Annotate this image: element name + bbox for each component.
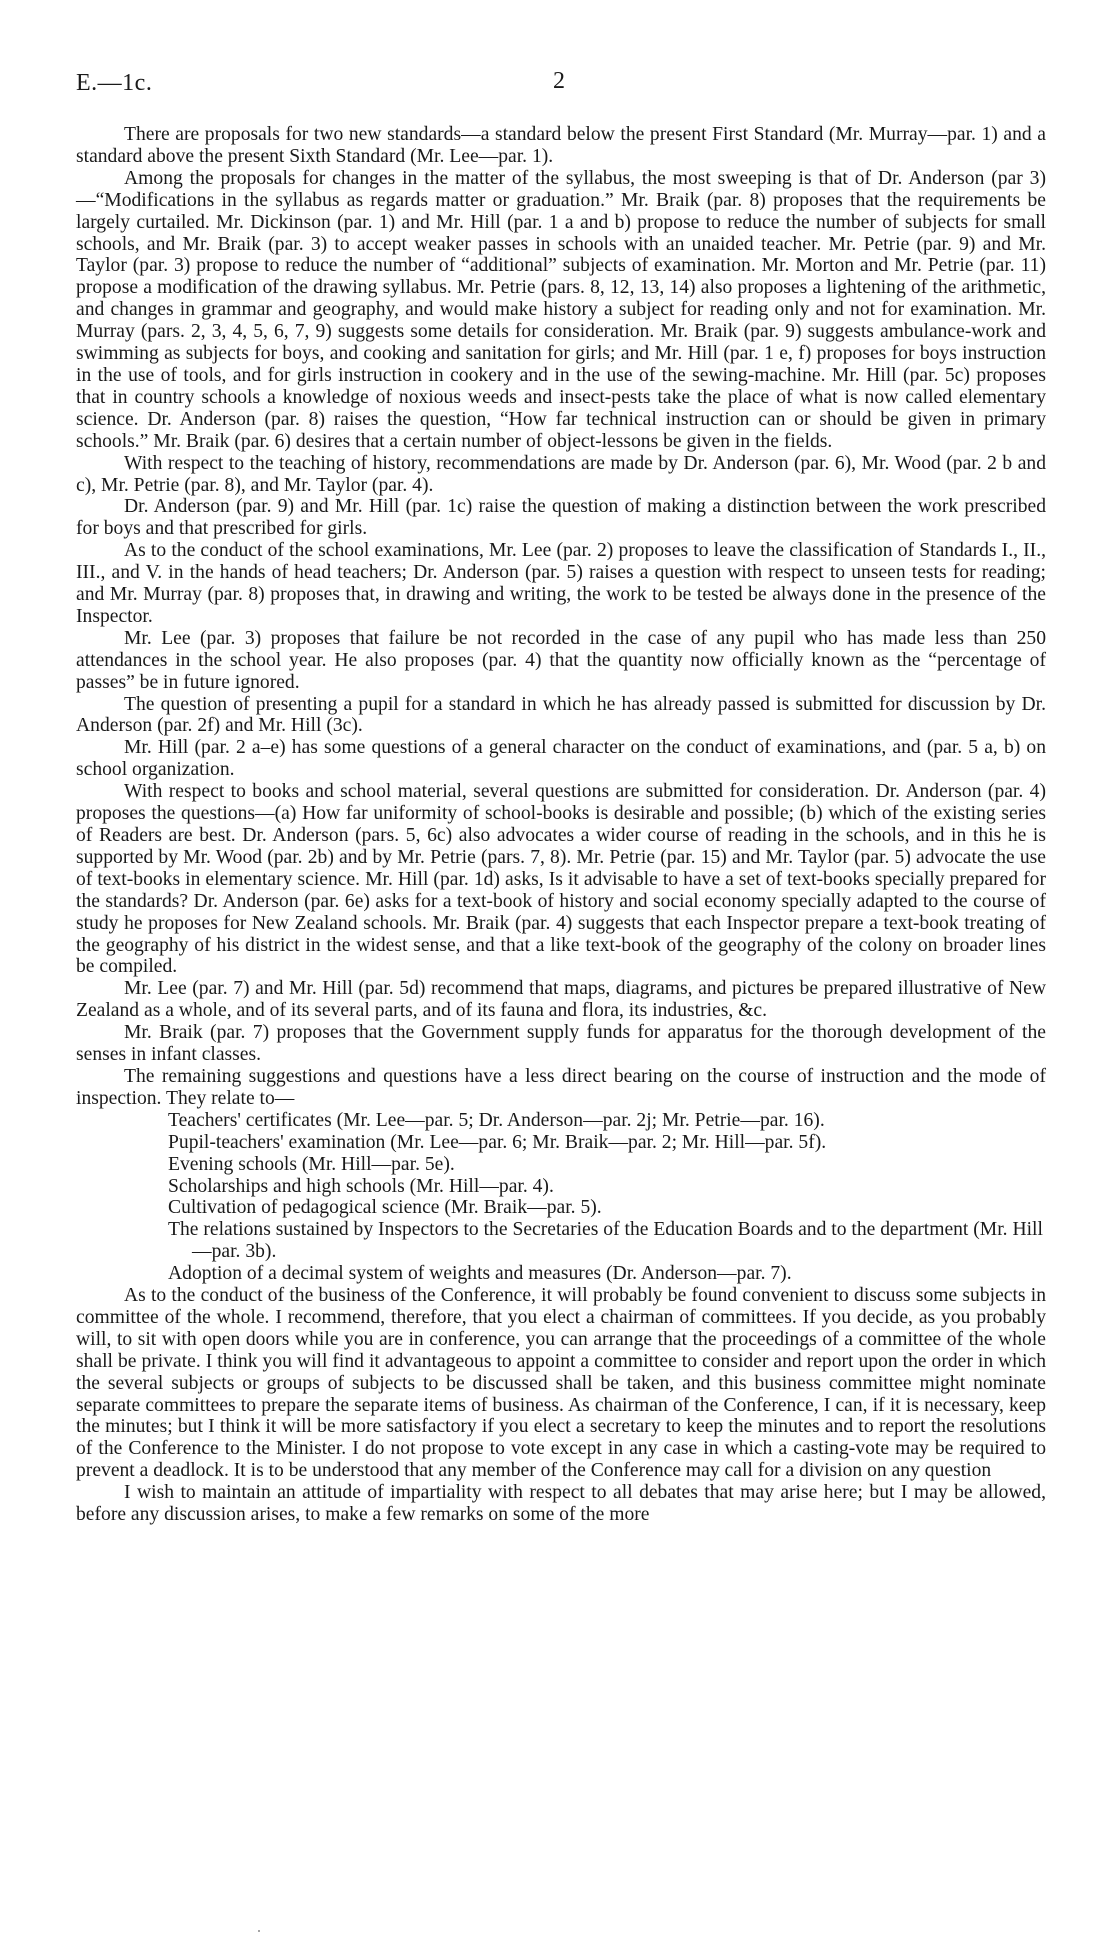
paragraph-history-teaching: With respect to the teaching of history, recommendations are made by Dr. Anderson (par. 6), Mr. Wood (par. 2 b and c), Mr. Petrie (par. 8), and Mr. Taylor (par. 4).	[76, 452, 1046, 496]
page-reference: E.—1c.	[76, 70, 153, 96]
paragraph-books-material: With respect to books and school material, several questions are submitted for consideration. Dr. Anderson (par. 4) proposes the questions—(a) How far uniformity of school-books is desirable and possible; (b) which of the existing series of Readers are best. Dr. Anderson (pars. 5, 6c) also advocates a wider course of reading in the schools, and in this he is supported by Mr. Wood (par. 2b) and by Mr. Petrie (pars. 7, 8). Mr. Petrie (par. 15) and Mr. Taylor (par. 5) advocate the use of text-books in elementary science. Mr. Hill (par. 1d) asks, Is it advisable to have a set of text-books specially prepared for the standards? Dr. Anderson (par. 6e) asks for a text-book of history and social economy specially adapted to the course of study he proposes for New Zealand schools. Mr. Braik (par. 4) suggests that each Inspector prepare a text-book treating of the geography of his district in the widest sense, and that a like text-book of the geography of the colony on broader lines be compiled.	[76, 781, 1046, 978]
body-text	[76, 124, 1046, 1526]
list-item: The relations sustained by Inspectors to the Secretaries of the Education Boards and to the department (Mr. Hill—par. 3b).	[168, 1219, 1043, 1263]
paragraph-repeat-standard: The question of presenting a pupil for a standard in which he has already passed is submitted for discussion by Dr. Anderson (par. 2f) and Mr. Hill (3c).	[76, 693, 1046, 737]
paragraph-examination-questions: Mr. Hill (par. 2 a–e) has some questions of a general character on the conduct of examinations, and (par. 5 a, b) on school organization.	[76, 737, 1046, 781]
topics-list	[76, 1110, 1046, 1285]
list-item: Scholarships and high schools (Mr. Hill—par. 4).	[168, 1175, 554, 1197]
paragraph-apparatus-funds: Mr. Braik (par. 7) proposes that the Government supply funds for apparatus for the thorough development of the senses in infant classes.	[76, 1022, 1046, 1066]
paragraph-attendance-failure: Mr. Lee (par. 3) proposes that failure be not recorded in the case of any pupil who has made less than 250 attendances in the school year. He also proposes (par. 4) that the quantity now officially known as the “percentage of passes” be in future ignored.	[76, 627, 1046, 693]
list-item: Adoption of a decimal system of weights and measures (Dr. Anderson—par. 7).	[168, 1263, 792, 1285]
paragraph-syllabus-changes: Among the proposals for changes in the matter of the syllabus, the most sweeping is that of Dr. Anderson (par 3)—“Modifications in the syllabus as regards matter or graduation.” Mr. Braik (par. 8) proposes that the requirements be largely curtailed. Mr. Dickinson (par. 1) and Mr. Hill (par. 1 a and b) propose to reduce the number of subjects for small schools, and Mr. Braik (par. 3) to accept weaker passes in schools with an unaided teacher. Mr. Petrie (par. 9) and Mr. Taylor (par. 3) propose to reduce the number of “additional” subjects of examination. Mr. Morton and Mr. Petrie (par. 11) propose a modification of the drawing syllabus. Mr. Petrie (pars. 8, 12, 13, 14) also proposes a lightening of the arithmetic, and changes in grammar and geography, and would make history a subject for reading only and not for examination. Mr. Murray (pars. 2, 3, 4, 5, 6, 7, 9) suggests some details for consideration. Mr. Braik (par. 9) suggests ambulance-work and swimming as subjects for boys, and cooking and sanitation for girls; and Mr. Hill (par. 1 e, f) proposes for boys instruction in the use of tools, and for girls instruction in cookery and in the use of the sewing-machine. Mr. Hill (par. 5c) proposes that in country schools a knowledge of noxious weeds and insect-pests take the place of what is now called elementary science. Dr. Anderson (par. 8) raises the question, “How far technical instruction can or should be given in primary schools.” Mr. Braik (par. 6) desires that a certain number of object-lessons be given in the fields.	[76, 167, 1046, 452]
paragraph-examinations-conduct: As to the conduct of the school examinations, Mr. Lee (par. 2) proposes to leave the classification of Standards I., II., III., and V. in the hands of head teachers; Dr. Anderson (par. 5) raises a question with respect to unseen tests for reading; and Mr. Murray (par. 8) proposes that, in drawing and writing, the work to be tested be always done in the presence of the Inspector.	[76, 540, 1046, 627]
page-number: 2	[553, 68, 565, 94]
paragraph-maps-diagrams: Mr. Lee (par. 7) and Mr. Hill (par. 5d) recommend that maps, diagrams, and pictures be prepared illustrative of New Zealand as a whole, and of its several parts, and of its fauna and flora, its industries, &c.	[76, 978, 1046, 1022]
list-item: Teachers' certificates (Mr. Lee—par. 5; Dr. Anderson—par. 2j; Mr. Petrie—par. 16).	[168, 1109, 825, 1131]
paragraph-boys-girls-work: Dr. Anderson (par. 9) and Mr. Hill (par. 1c) raise the question of making a distinction between the work prescribed for boys and that prescribed for girls.	[76, 496, 1046, 540]
paragraph-impartiality: I wish to maintain an attitude of impartiality with respect to all debates that may arise here; but I may be allowed, before any discussion arises, to make a few remarks on some of the more	[76, 1482, 1046, 1526]
paragraph-remaining-suggestions: The remaining suggestions and questions have a less direct bearing on the course of instruction and the mode of inspection. They relate to—	[76, 1065, 1046, 1109]
paragraph-new-standards: There are proposals for two new standards—a standard below the present First Standard (Mr. Murray—par. 1) and a standard above the present Sixth Standard (Mr. Lee—par. 1).	[76, 124, 1046, 167]
list-item: Evening schools (Mr. Hill—par. 5e).	[168, 1153, 455, 1175]
paragraph-conference-business: As to the conduct of the business of the Conference, it will probably be found convenient to discuss some subjects in committee of the whole. I recommend, therefore, that you elect a chairman of committees. If you decide, as you probably will, to sit with open doors while you are in conference, you can arrange that the proceedings of a committee of the whole shall be private. I think you will find it advantageous to appoint a committee to consider and report upon the order in which the several subjects or groups of subjects to be discussed shall be taken, and this business committee might nominate separate committees to prepare the separate items of business. As chairman of the Conference, I can, if it is necessary, keep the minutes; but I think it will be more satisfactory if you elect a secretary to keep the minutes and to report the resolutions of the Conference to the Minister. I do not propose to vote except in any case in which a casting-vote may be required to prevent a deadlock. It is to be understood that any member of the Conference may call for a division on any question	[76, 1285, 1046, 1482]
list-item: Cultivation of pedagogical science (Mr. Braik—par. 5).	[168, 1197, 602, 1219]
scan-speck	[258, 1930, 260, 1932]
list-item: Pupil-teachers' examination (Mr. Lee—par. 6; Mr. Braik—par. 2; Mr. Hill—par. 5f).	[168, 1131, 827, 1153]
